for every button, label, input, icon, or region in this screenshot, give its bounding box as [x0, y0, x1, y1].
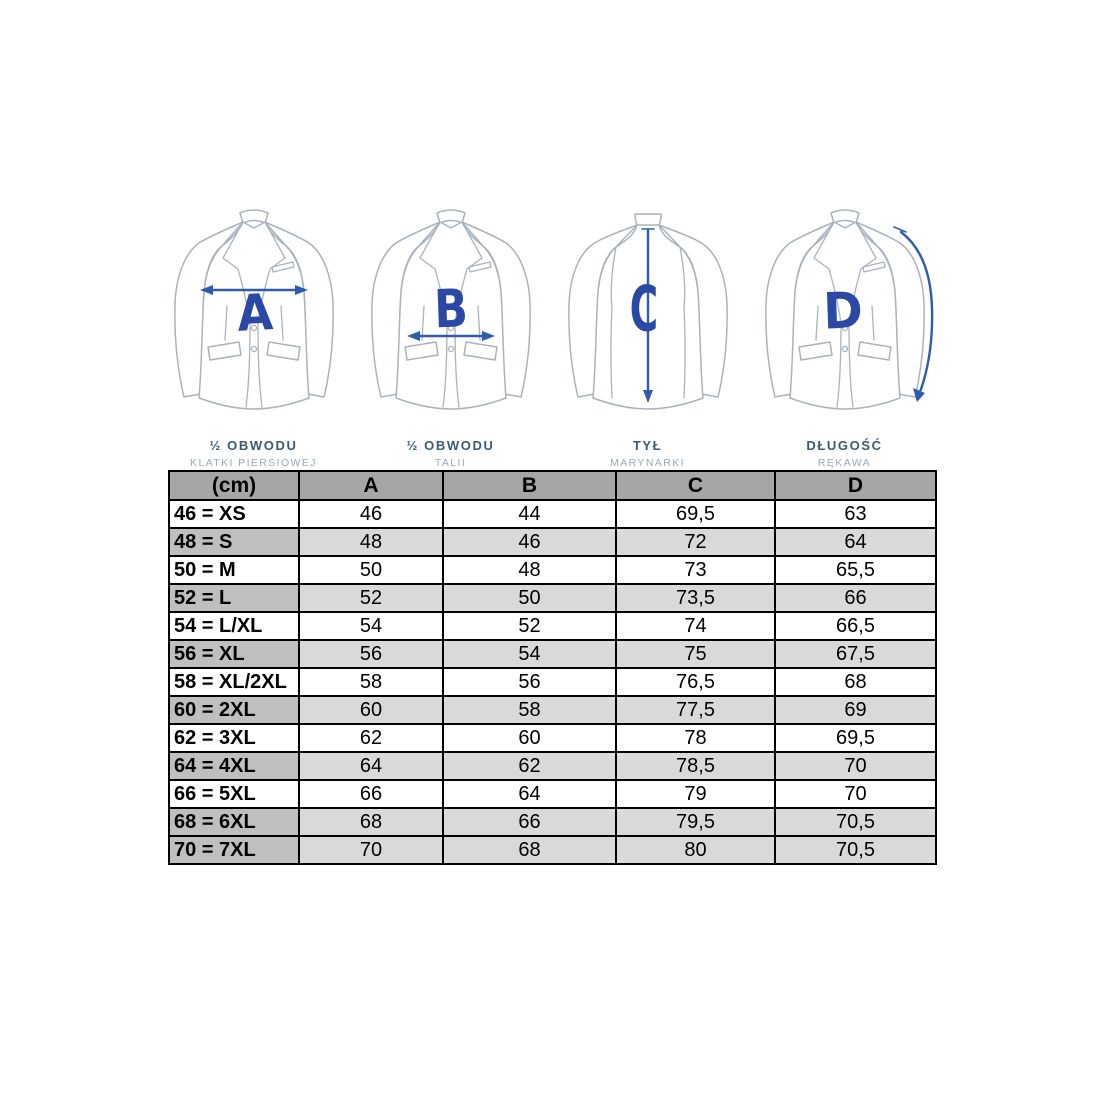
measure-letter-b: B: [432, 277, 469, 340]
value-cell: 70: [775, 752, 936, 780]
value-cell: 65,5: [775, 556, 936, 584]
size-cell: 56 = XL: [169, 640, 299, 668]
value-cell: 69,5: [616, 500, 775, 528]
value-cell: 69: [775, 696, 936, 724]
value-cell: 54: [443, 640, 616, 668]
size-cell: 70 = 7XL: [169, 836, 299, 864]
value-cell: 70: [775, 780, 936, 808]
measure-letter-a: A: [236, 283, 275, 343]
value-cell: 72: [616, 528, 775, 556]
value-cell: 56: [443, 668, 616, 696]
size-table: [168, 470, 937, 865]
value-cell: 62: [443, 752, 616, 780]
value-cell: 68: [299, 808, 443, 836]
size-cell: 50 = M: [169, 556, 299, 584]
value-cell: 73: [616, 556, 775, 584]
value-cell: 66: [775, 584, 936, 612]
table-row: [169, 724, 936, 752]
table-row: [169, 640, 936, 668]
table-row: [169, 528, 936, 556]
table-row: [169, 780, 936, 808]
value-cell: 60: [299, 696, 443, 724]
value-cell: 52: [299, 584, 443, 612]
value-cell: 62: [299, 724, 443, 752]
col-header-unit: (cm): [169, 471, 299, 500]
measurement-diagrams: [155, 206, 945, 480]
table-row: [169, 752, 936, 780]
value-cell: 74: [616, 612, 775, 640]
value-cell: 76,5: [616, 668, 775, 696]
value-cell: 68: [775, 668, 936, 696]
value-cell: 54: [299, 612, 443, 640]
size-cell: 68 = 6XL: [169, 808, 299, 836]
value-cell: 56: [299, 640, 443, 668]
col-header-c: C: [616, 471, 775, 500]
table-row: [169, 584, 936, 612]
value-cell: 52: [443, 612, 616, 640]
diagram-chest-width: [155, 206, 352, 480]
label-line1: ½ OBWODU: [209, 438, 298, 453]
measure-letter-d: D: [821, 281, 864, 341]
label-line1: TYŁ: [632, 438, 663, 453]
jacket-front-illustration: [159, 206, 349, 416]
label-line1: ½ OBWODU: [406, 438, 495, 453]
value-cell: 58: [443, 696, 616, 724]
col-header-b: B: [443, 471, 616, 500]
diagram-back-length: [549, 206, 746, 480]
value-cell: 79,5: [616, 808, 775, 836]
jacket-back-illustration: [553, 206, 743, 416]
value-cell: 78: [616, 724, 775, 752]
label-line1: DŁUGOŚĆ: [806, 438, 883, 453]
value-cell: 75: [616, 640, 775, 668]
value-cell: 64: [775, 528, 936, 556]
table-row: [169, 836, 936, 864]
value-cell: 78,5: [616, 752, 775, 780]
size-cell: 46 = XS: [169, 500, 299, 528]
table-row: [169, 612, 936, 640]
measure-letter-c: C: [629, 272, 659, 346]
value-cell: 67,5: [775, 640, 936, 668]
col-header-a: A: [299, 471, 443, 500]
value-cell: 69,5: [775, 724, 936, 752]
value-cell: 70,5: [775, 808, 936, 836]
size-cell: 52 = L: [169, 584, 299, 612]
value-cell: 80: [616, 836, 775, 864]
value-cell: 63: [775, 500, 936, 528]
label-line2: KLATKI PIERSIOWEJ: [190, 457, 317, 469]
jacket-front-illustration: [750, 206, 940, 416]
value-cell: 70,5: [775, 836, 936, 864]
value-cell: 77,5: [616, 696, 775, 724]
diagram-sleeve-length: [746, 206, 943, 480]
value-cell: 48: [299, 528, 443, 556]
value-cell: 60: [443, 724, 616, 752]
value-cell: 66: [443, 808, 616, 836]
value-cell: 68: [443, 836, 616, 864]
value-cell: 58: [299, 668, 443, 696]
value-cell: 46: [299, 500, 443, 528]
size-cell: 62 = 3XL: [169, 724, 299, 752]
size-cell: 60 = 2XL: [169, 696, 299, 724]
value-cell: 50: [299, 556, 443, 584]
size-cell: 58 = XL/2XL: [169, 668, 299, 696]
size-cell: 48 = S: [169, 528, 299, 556]
jacket-front-illustration: [356, 206, 546, 416]
table-row: [169, 668, 936, 696]
size-cell: 64 = 4XL: [169, 752, 299, 780]
value-cell: 50: [443, 584, 616, 612]
table-row: [169, 556, 936, 584]
value-cell: 79: [616, 780, 775, 808]
value-cell: 66: [299, 780, 443, 808]
value-cell: 64: [443, 780, 616, 808]
value-cell: 48: [443, 556, 616, 584]
label-line2: RĘKAWA: [817, 457, 872, 469]
value-cell: 44: [443, 500, 616, 528]
table-row: [169, 696, 936, 724]
value-cell: 66,5: [775, 612, 936, 640]
label-line2: MARYNARKI: [610, 457, 685, 469]
value-cell: 46: [443, 528, 616, 556]
table-row: [169, 808, 936, 836]
diagram-waist-width: [352, 206, 549, 480]
value-cell: 64: [299, 752, 443, 780]
label-line2: TALII: [434, 457, 467, 469]
size-cell: 66 = 5XL: [169, 780, 299, 808]
col-header-d: D: [775, 471, 936, 500]
value-cell: 73,5: [616, 584, 775, 612]
table-header-row: [169, 471, 936, 500]
value-cell: 70: [299, 836, 443, 864]
size-cell: 54 = L/XL: [169, 612, 299, 640]
table-row: [169, 500, 936, 528]
